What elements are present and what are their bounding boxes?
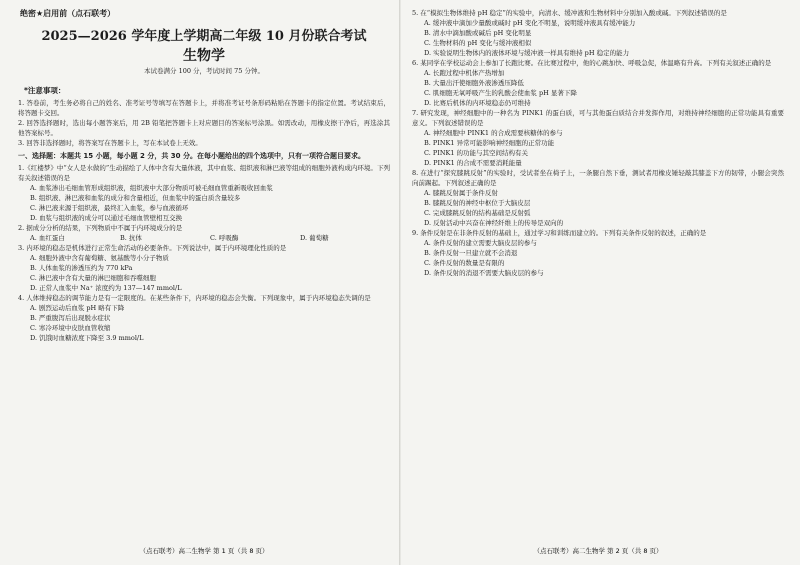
question-option: D. 饥饿时血糖浓度下降至 3.9 mmol/L	[30, 334, 144, 342]
question-option: B. 人体血浆的渗透压约为 770 kPa	[30, 264, 133, 272]
question-option: C. PINK1 的功能与其空间结构有关	[424, 149, 529, 157]
question-stem: 8. 在进行“探究膝跳反射”的实验时，受试者坐在椅子上，一条腿自然下垂，测试者用橡皮锤轻敲其膝盖下方的韧带，小腿会突然向前踢起。下列叙述正确的是	[412, 169, 784, 187]
question-option: A. 细胞外液中含有葡萄糖、氨基酸等小分子物质	[30, 254, 169, 262]
option-row	[18, 233, 390, 243]
question-option: D. 反射活动中兴奋在神经纤维上的传导是双向的	[424, 219, 564, 227]
question-option: D. 条件反射的消退不需要大脑皮层的参与	[424, 269, 544, 277]
question-option: A. 神经细胞中 PINK1 的合成需要核糖体的参与	[424, 129, 563, 137]
question-option: B. 组织液、淋巴液和血浆的成分和含量相近，但血浆中的蛋白质含量较多	[30, 194, 241, 202]
question-option: D. PINK1 的合成不需要消耗能量	[424, 159, 522, 167]
page-fold	[399, 0, 401, 565]
question-option: B. 清水中滴加酸或碱后 pH 变化明显	[424, 29, 532, 37]
question-option: A. 血红蛋白	[30, 234, 65, 242]
question-option: C. 条件反射的数量是有限的	[424, 259, 505, 267]
question-option: D. 葡萄糖	[300, 234, 329, 242]
question-option: A. 血浆渗出毛细血管形成组织液，组织液中大部分物质可被毛细血管重新吸收回血浆	[30, 184, 273, 192]
page-footer-left: （点石联考）高二生物学 第 1 页（共 8 页）	[139, 547, 269, 555]
confidential-mark: 绝密★启用前（点石联考）	[20, 9, 116, 18]
note-item: 1. 答卷前，考生务必将自己的姓名、准考证号等填写在答题卡上，并将准考证号条形码粘贴在答题卡的指定位置。考试结束后，将答题卡交回。	[18, 99, 390, 117]
question-stem: 2. 据成分分析的结果，下列物质中不属于内环境成分的是	[18, 224, 183, 232]
question-option: B. 大量出汗使细胞外液渗透压降低	[424, 79, 524, 87]
question-option: C. 肌细胞无氧呼吸产生的乳酸会使血浆 pH 显著下降	[424, 89, 577, 97]
question-option: C. 寒冷环境中皮肤血管收缩	[30, 324, 111, 332]
question-option: A. 条件反射的建立需要大脑皮层的参与	[424, 239, 537, 247]
question-option: B. PINK1 异常可能影响神经细胞的正常功能	[424, 139, 555, 147]
note-item: 3. 回答非选择题时，将答案写在答题卡上，写在本试卷上无效。	[18, 139, 202, 147]
question-option: D. 正常人血浆中 Na⁺ 浓度约为 137—147 mmol/L	[30, 284, 182, 292]
question-option: A. 长跑过程中机体产热增加	[424, 69, 505, 77]
page-left	[18, 8, 390, 343]
question-option: A. 膝跳反射属于条件反射	[424, 189, 498, 197]
question-option: C. 呼吸酶	[210, 234, 239, 242]
page-footer-right: （点石联考）高二生物学 第 2 页（共 8 页）	[533, 547, 663, 555]
question-stem: 9. 条件反射是在非条件反射的基础上，通过学习和训练而建立的。下列有关条件反射的叙述，正确的是	[412, 229, 707, 237]
question-option: A. 剧烈运动后血浆 pH 略有下降	[30, 304, 125, 312]
question-option: B. 条件反射一旦建立就不会消退	[424, 249, 518, 257]
notes-heading: *注意事项：	[24, 86, 66, 95]
question-stem: 6. 某同学在学校运动会上参加了长跑比赛。在比赛过程中，他的心跳加快、呼吸急促，体温略有升高。下列有关叙述正确的是	[412, 59, 772, 67]
question-option: B. 严重腹泻后出现脱水症状	[30, 314, 111, 322]
exam-meta: 本试卷满分 100 分，考试时间 75 分钟。	[144, 67, 264, 75]
question-option: A. 缓冲液中滴加少量酸或碱时 pH 变化不明显，说明缓冲液具有缓冲能力	[424, 19, 636, 27]
question-option: D. 血浆与组织液的成分可以通过毛细血管壁相互交换	[30, 214, 183, 222]
question-stem: 4. 人体维持稳态的调节能力是有一定限度的。在某些条件下，内环境的稳态会失衡。下列现象中，属于内环境稳态失调的是	[18, 294, 371, 302]
question-option: B. 膝跳反射的神经中枢位于大脑皮层	[424, 199, 531, 207]
question-option: B. 抗体	[120, 234, 142, 242]
question-stem: 1.《红楼梦》中“女人是水做的”生动描绘了人体中含有大量体液，其中血浆、组织液和淋巴液等组成的细胞外液构成内环境。下列有关叙述错误的是	[18, 164, 390, 182]
page-right	[412, 8, 784, 278]
question-stem: 5. 在“模拟生物体维持 pH 稳定”的实验中，向清水、缓冲液和生物材料中分别加入酸或碱。下列叙述错误的是	[412, 9, 727, 17]
question-option: D. 比赛后机体的内环境稳态仍可维持	[424, 99, 531, 107]
question-option: C. 完成膝跳反射的结构基础是反射弧	[424, 209, 531, 217]
exam-subject: 生物学	[183, 48, 225, 64]
question-option: D. 实验说明生物体内的液体环境与缓冲液一样具有维持 pH 稳定的能力	[424, 49, 630, 57]
section-heading: 一、选择题：本题共 15 小题，每小题 2 分，共 30 分。在每小题给出的四个选项中，只有一项符合题目要求。	[18, 152, 365, 160]
question-option: C. 淋巴液中含有大量的淋巴细胞和吞噬细胞	[30, 274, 156, 282]
question-stem: 7. 研究发现，神经细胞中的一种名为 PINK1 的蛋白质，可与其他蛋白质结合并发挥作用，对维持神经细胞的正常功能具有重要意义。下列叙述错误的是	[412, 109, 784, 127]
question-option: C. 生物材料的 pH 变化与缓冲液相似	[424, 39, 532, 47]
question-stem: 3. 内环境的稳态是机体进行正常生命活动的必要条件。下列说法中，属于内环境理化性质的是	[18, 244, 287, 252]
exam-title: 2025—2026 学年度上学期高二年级 10 月份联合考试	[41, 29, 367, 44]
note-item: 2. 回答选择题时，选出每小题答案后，用 2B 铅笔把答题卡上对应题目的答案标号涂黑。如需改动，用橡皮擦干净后，再选涂其他答案标号。	[18, 119, 390, 137]
question-option: C. 淋巴液来源于组织液，最终汇入血浆，参与血液循环	[30, 204, 189, 212]
